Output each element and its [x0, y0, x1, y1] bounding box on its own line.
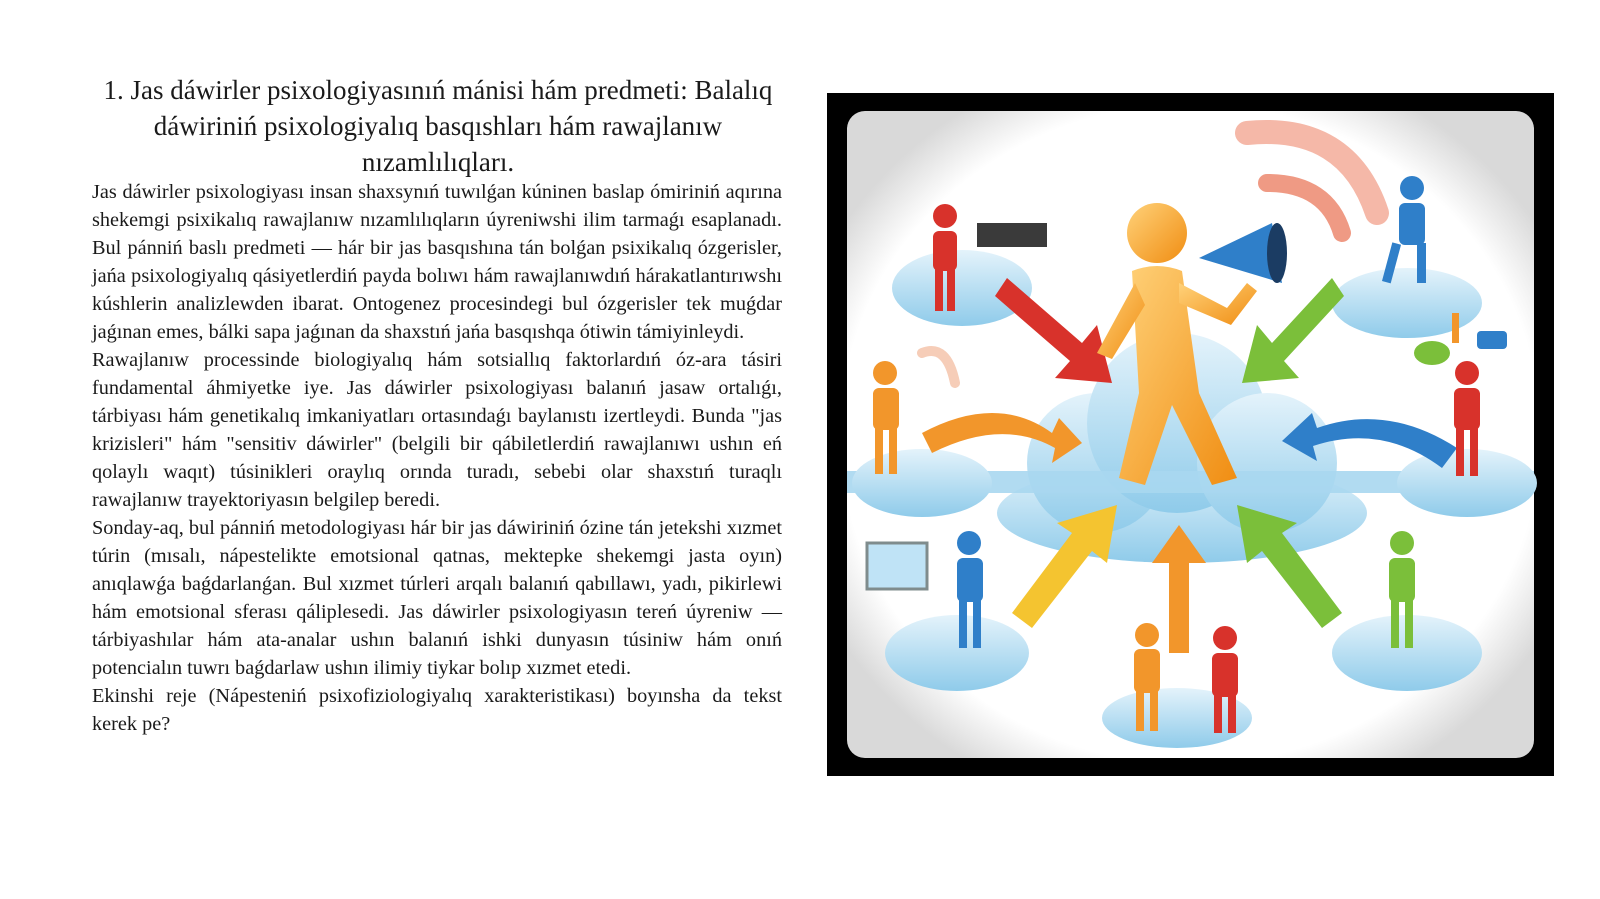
- paragraph-3: Sonday-aq, bul pánniń metodologiyası hár bir jas dáwiriniń ózine tán jetekshi xızmet túrin (mısalı, nápestelikte emotsional qatnas, mektepke shekemgi jasta oyın) anıqlawǵa baǵdarlanǵan. Bul xızmet túrleri arqalı balanıń qabıllawı, yadı, pikirlewi hám emotsional sferası qáliplesedi. Jas dáwirler psixologiyasın tereń úyreniw — tárbiyashılar hám ata-analar ushın balanıń ishki dunyasın túsiniw hám onıń potencialın tuwrı baǵdarlaw ushın ilimiy tiykar bolıp xızmet etedi.: [92, 517, 782, 679]
- paragraph-1: Jas dáwirler psixologiyası insan shaxsynıń tuwılǵan kúninen baslap ómiriniń aqırına shekemgi psixikalıq rawajlanıw nızamlılıqların úyreniwshi ilim tarmaǵı esaplanadı. Bul pánniń baslı predmeti — hár bir jas basqıshına tán bolǵan psixikalıq ózgerisler, jańa psixologiyalıq qásiyetlerdiń payda bolıwı hám rawajlanıwdıń hárakatlantırıwshı kúshlerin analizlewden ibarat. Ontogenez procesindegi bul ózgerisler tek muǵdar jaǵınan emes, bálki sapa jaǵınan da shaxstıń jańa basqıshqa ótiwin támiyinleydi.: [92, 181, 782, 343]
- paragraph-2: Rawajlanıw processinde biologiyalıq hám sotsiallıq faktorlardıń óz-ara tásiri fundamental áhmiyetke iye. Jas dáwirler psixologiyası balanıń jasaw ortalıǵı, tárbiyası hám genetikalıq imkaniyatları ortasındaǵı baylanıstı izertleydi. Bunda "jas krizisleri" hám "sensitiv dáwirler" (belgili bir qábiletlerdiń rawajlanıwı ushın eń qolaylı waqıt) túsinikleri oraylıq orında turadı, sebebi olar shaxstıń turaqlı rawajlanıw trayektoriyasın belgilep beredi.: [92, 349, 782, 511]
- communication-network-illustration: [827, 93, 1554, 776]
- camera-icon: [977, 223, 1047, 247]
- body-text: [92, 178, 782, 738]
- communication-network-icon: [827, 93, 1554, 776]
- paragraph-4: Ekinshi reje (Nápesteniń psixofiziologiyalıq xarakteristikası) boyınsha da tekst kerek pe?: [92, 685, 782, 735]
- slide-title: 1. Jas dáwirler psixologiyasınıń mánisi hám predmeti: Balalıq dáwiriniń psixologiyalıq basqıshları hám rawajlanıw nızamlılıqları.: [103, 75, 773, 177]
- chat-bubble-icon: [1477, 331, 1507, 349]
- monitor-icon: [867, 543, 927, 589]
